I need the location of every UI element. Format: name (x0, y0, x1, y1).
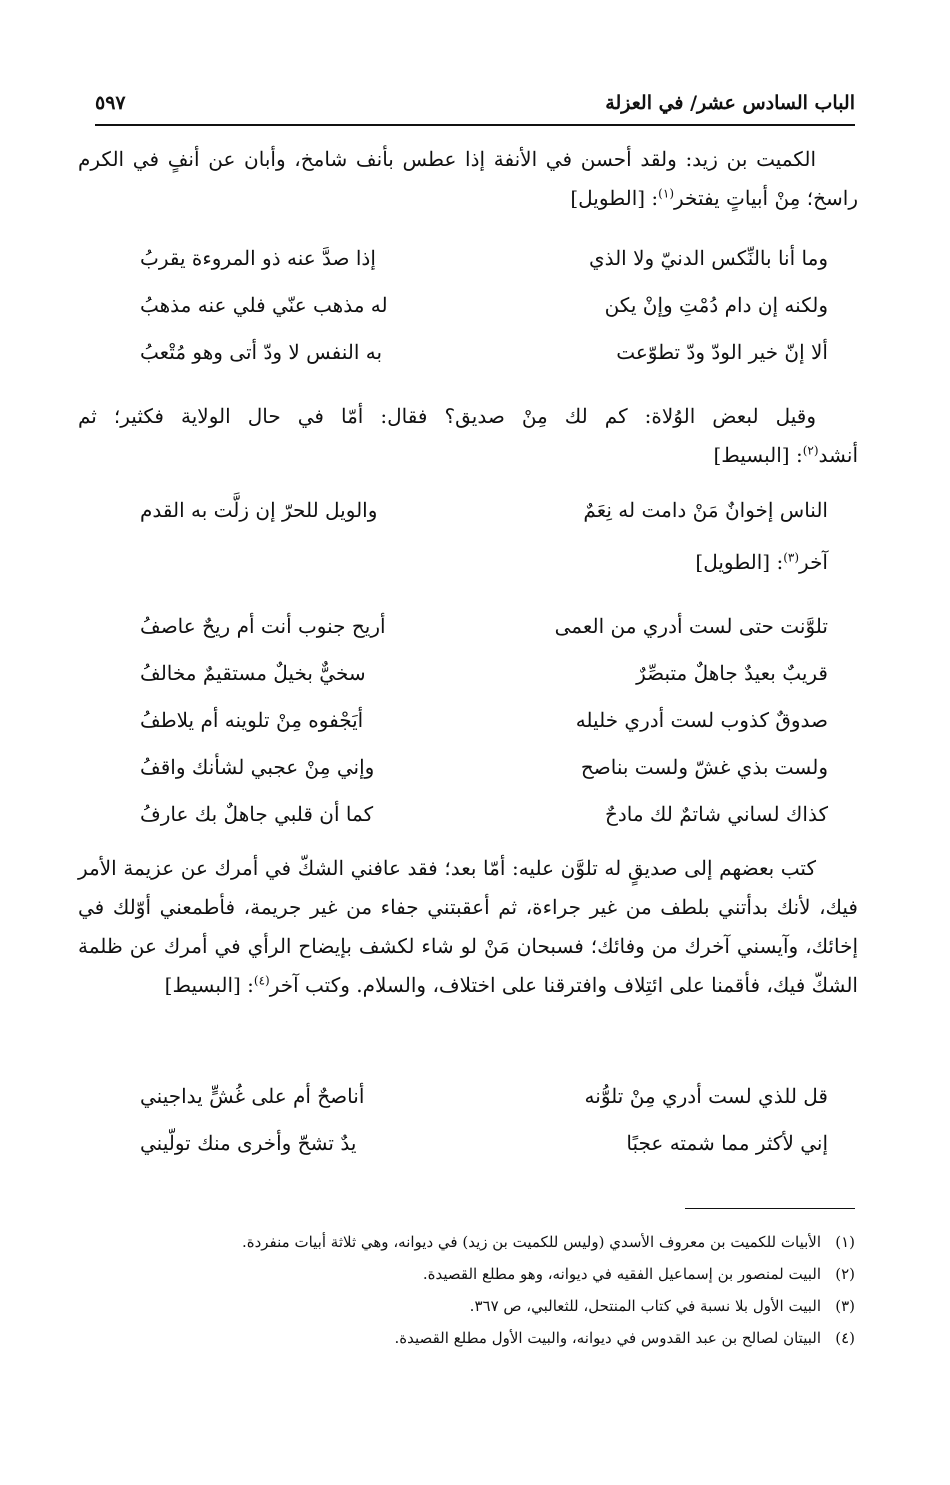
verse-line (140, 653, 828, 693)
verse-second-hemistich: يدٌ تشحّ وأخرى منك تولّيني (140, 1131, 357, 1155)
verse-line (140, 332, 828, 372)
verse-first-hemistich: الناس إخوانٌ مَنْ دامت له نِعَمٌ (583, 498, 828, 522)
verse-line (140, 1123, 828, 1163)
footnote-ref: (٤) (253, 973, 270, 988)
verse-line (140, 606, 828, 646)
footnote (80, 1258, 855, 1290)
footnotes (80, 1226, 855, 1354)
footnote-text: الأبيات للكميت بن معروف الأسدي (وليس للكميت بن زيد) في ديوانه، وهي ثلاثة أبيات منفردة. (241, 1233, 821, 1251)
meter-label: : [البسيط] (164, 973, 254, 997)
paragraph-kumait (78, 140, 858, 218)
meter-label: : [البسيط] (713, 443, 803, 467)
verse-second-hemistich: أيَجْفوه مِنْ تلوينه أم يلاطفُ (140, 708, 364, 732)
paragraph-another (695, 550, 828, 574)
verse-second-hemistich: وإني مِنْ عجبي لشأنك واقفُ (140, 755, 375, 779)
verse-first-hemistich: ألا إنّ خير الودّ ودّ تطوّعت (616, 340, 828, 364)
verse-line (140, 238, 828, 278)
footnote (80, 1290, 855, 1322)
paragraph-text: كتب بعضهم إلى صديقٍ له تلوَّن عليه: أمّا بعد؛ فقد عافني الشكّ في أمرك عن عزيمة الأمر فيك، لأنك بدأتني بلطف من غير جراءة، ثم أعقبتني جفاء من غير جريمة، فأطمعني أوّلك في إخائك، وآيسني آخرك من وفائك؛ فسبحان مَنْ لو شاء لكشف بإيضاح الرأي في أمرك عن ظلمة الشكّ فيك، فأقمنا على ائتِلاف وافترقنا على اختلاف، والسلام. وكتب آخر (78, 856, 858, 997)
verse-first-hemistich: ولكنه إن دام دُمْتِ وإنْ يكن (604, 293, 828, 317)
verse-line (140, 285, 828, 325)
meter-label: : [الطويل] (695, 550, 784, 574)
footnote-text: البيت الأول بلا نسبة في كتاب المنتحل، للثعالبي، ص ٣٦٧. (469, 1297, 821, 1315)
verse-second-hemistich: سخيٌّ بخيلٌ مستقيمٌ مخالفُ (140, 661, 366, 685)
footnote-number: (١) (835, 1233, 855, 1251)
verse-second-hemistich: له مذهب عنّي فلي عنه مذهبُ (140, 293, 388, 317)
footnote-ref: (١) (658, 186, 674, 201)
verse-first-hemistich: صدوقٌ كذوب لست أدري خليله (575, 708, 828, 732)
verse-line (140, 747, 828, 787)
footnote (80, 1322, 855, 1354)
verse-second-hemistich: إذا صدَّ عنه ذو المروءة يقربُ (140, 246, 376, 270)
verse-second-hemistich: والويل للحرّ إن زلَّت به القدم (140, 498, 378, 522)
verse-first-hemistich: قل للذي لست أدري مِنْ تلوُّنه (584, 1084, 828, 1108)
paragraph-governor (78, 397, 858, 475)
verse-second-hemistich: به النفس لا ودّ أتى وهو مُتْعبُ (140, 340, 383, 364)
running-header (95, 86, 855, 120)
chapter-title: الباب السادس عشر/ في العزلة (605, 92, 855, 114)
verse-line (140, 1076, 828, 1116)
footnote-divider (685, 1208, 855, 1209)
verse-line (140, 794, 828, 834)
verse-line (140, 490, 828, 530)
footnote-number: (٢) (835, 1265, 855, 1283)
header-rule (95, 124, 855, 126)
verse-first-hemistich: ولست بذي غشّ ولست بناصح (580, 755, 828, 779)
meter-label: : [الطويل] (570, 186, 659, 210)
verse-second-hemistich: كما أن قلبي جاهلٌ بك عارفُ (140, 802, 374, 826)
verse-first-hemistich: إني لأكثر مما شمته عجبًا (626, 1131, 828, 1155)
footnote-text: البيت لمنصور بن إسماعيل الفقيه في ديوانه، وهو مطلع القصيدة. (422, 1265, 821, 1283)
footnote-ref: (٢) (802, 443, 819, 458)
footnote-number: (٣) (835, 1297, 855, 1315)
verse-first-hemistich: تلوَّنت حتى لست أدري من العمى (554, 614, 828, 638)
paragraph-text: وقيل لبعض الوُلاة: كم لك مِنْ صديق؟ فقال: أمّا في حال الولاية فكثير؛ ثم أنشد (78, 404, 858, 467)
footnote-ref: (٣) (783, 550, 800, 565)
paragraph-text: الكميت بن زيد: ولقد أحسن في الأنفة إذا عطس بأنف شامخ، وأبان عن أنفٍ في الكرم راسخ؛ مِنْ أبياتٍ يفتخر (78, 147, 858, 210)
footnote (80, 1226, 855, 1258)
footnote-text: البيتان لصالح بن عبد القدوس في ديوانه، والبيت الأول مطلع القصيدة. (394, 1329, 821, 1347)
verse-line (140, 700, 828, 740)
paragraph-text: آخر (799, 550, 828, 574)
verse-first-hemistich: وما أنا بالنِّكس الدنيّ ولا الذي (588, 246, 828, 270)
verse-first-hemistich: كذاك لساني شاتمٌ لك مادحٌ (604, 802, 828, 826)
verse-second-hemistich: أريح جنوب أنت أم ريحٌ عاصفُ (140, 614, 386, 638)
paragraph-letter (78, 849, 858, 1005)
verse-second-hemistich: أناصحٌ أم على غُشٍّ يداجيني (140, 1084, 365, 1108)
page-number: ٥٩٧ (95, 92, 126, 114)
footnote-number: (٤) (835, 1329, 855, 1347)
verse-first-hemistich: قريبٌ بعيدٌ جاهلٌ متبصِّرٌ (636, 661, 828, 685)
